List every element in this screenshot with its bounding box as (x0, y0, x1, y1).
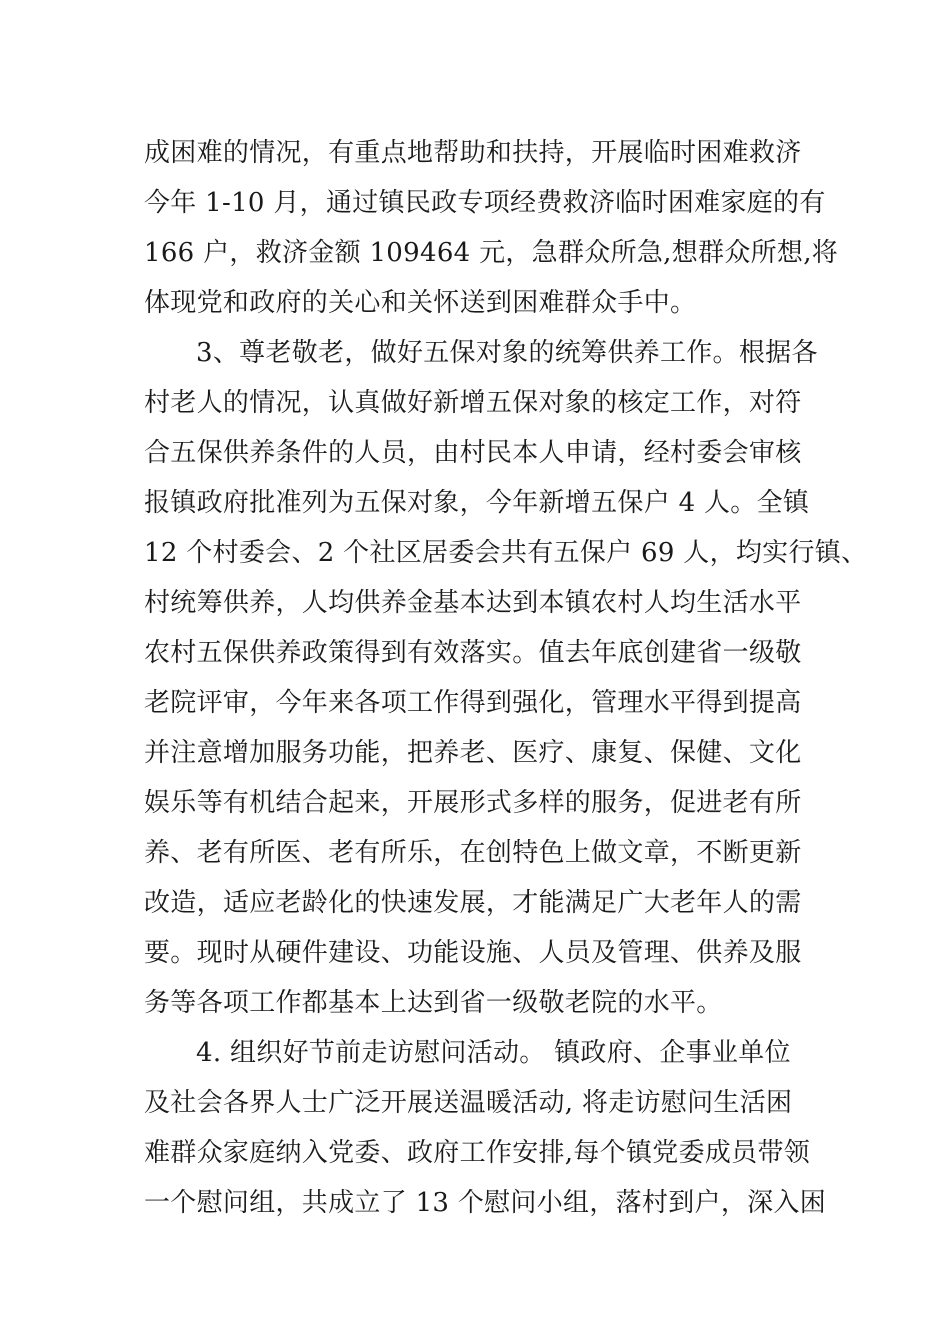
text-line: 并注意增加服务功能，把养老、医疗、康复、保健、文化 (144, 738, 802, 768)
text-line: 村老人的情况，认真做好新增五保对象的核定工作，对符 (144, 388, 802, 418)
text-line: 体现党和政府的关心和关怀送到困难群众手中。 (144, 288, 697, 318)
text-line: 及社会各界人士广泛开展送温暖活动, 将走访慰问生活困 (144, 1088, 793, 1118)
text-line: 今年 1-10 月，通过镇民政专项经费救济临时困难家庭的有 (144, 188, 826, 218)
text-line: 3、尊老敬老，做好五保对象的统筹供养工作。根据各 (196, 338, 818, 368)
text-line: 166 户，救济金额 109464 元，急群众所急,想群众所想,将 (144, 238, 839, 268)
text-line: 成困难的情况，有重点地帮助和扶持，开展临时困难救济 (144, 138, 802, 168)
text-line: 4. 组织好节前走访慰问活动。 镇政府、企事业单位 (196, 1038, 791, 1068)
document-body (144, 128, 868, 1228)
text-line: 娱乐等有机结合起来，开展形式多样的服务，促进老有所 (144, 788, 802, 818)
text-line: 务等各项工作都基本上达到省一级敬老院的水平。 (144, 988, 723, 1018)
text-line: 改造，适应老龄化的快速发展，才能满足广大老年人的需 (144, 888, 802, 918)
text-line: 养、老有所医、老有所乐，在创特色上做文章，不断更新 (144, 838, 802, 868)
text-line: 报镇政府批准列为五保对象，今年新增五保户 4 人。全镇 (144, 488, 810, 518)
text-line: 12 个村委会、2 个社区居委会共有五保户 69 人，均实行镇、 (144, 538, 868, 568)
text-line: 村统筹供养，人均供养金基本达到本镇农村人均生活水平 (144, 588, 802, 618)
text-line: 合五保供养条件的人员，由村民本人申请，经村委会审核 (144, 438, 802, 468)
text-line: 要。现时从硬件建设、功能设施、人员及管理、供养及服 (144, 938, 802, 968)
text-line: 农村五保供养政策得到有效落实。值去年底创建省一级敬 (144, 638, 802, 668)
text-line: 一个慰问组，共成立了 13 个慰问小组，落村到户，深入困 (144, 1188, 827, 1218)
text-line: 老院评审，今年来各项工作得到强化，管理水平得到提高 (144, 688, 802, 718)
text-line: 难群众家庭纳入党委、政府工作安排,每个镇党委成员带领 (144, 1138, 811, 1168)
